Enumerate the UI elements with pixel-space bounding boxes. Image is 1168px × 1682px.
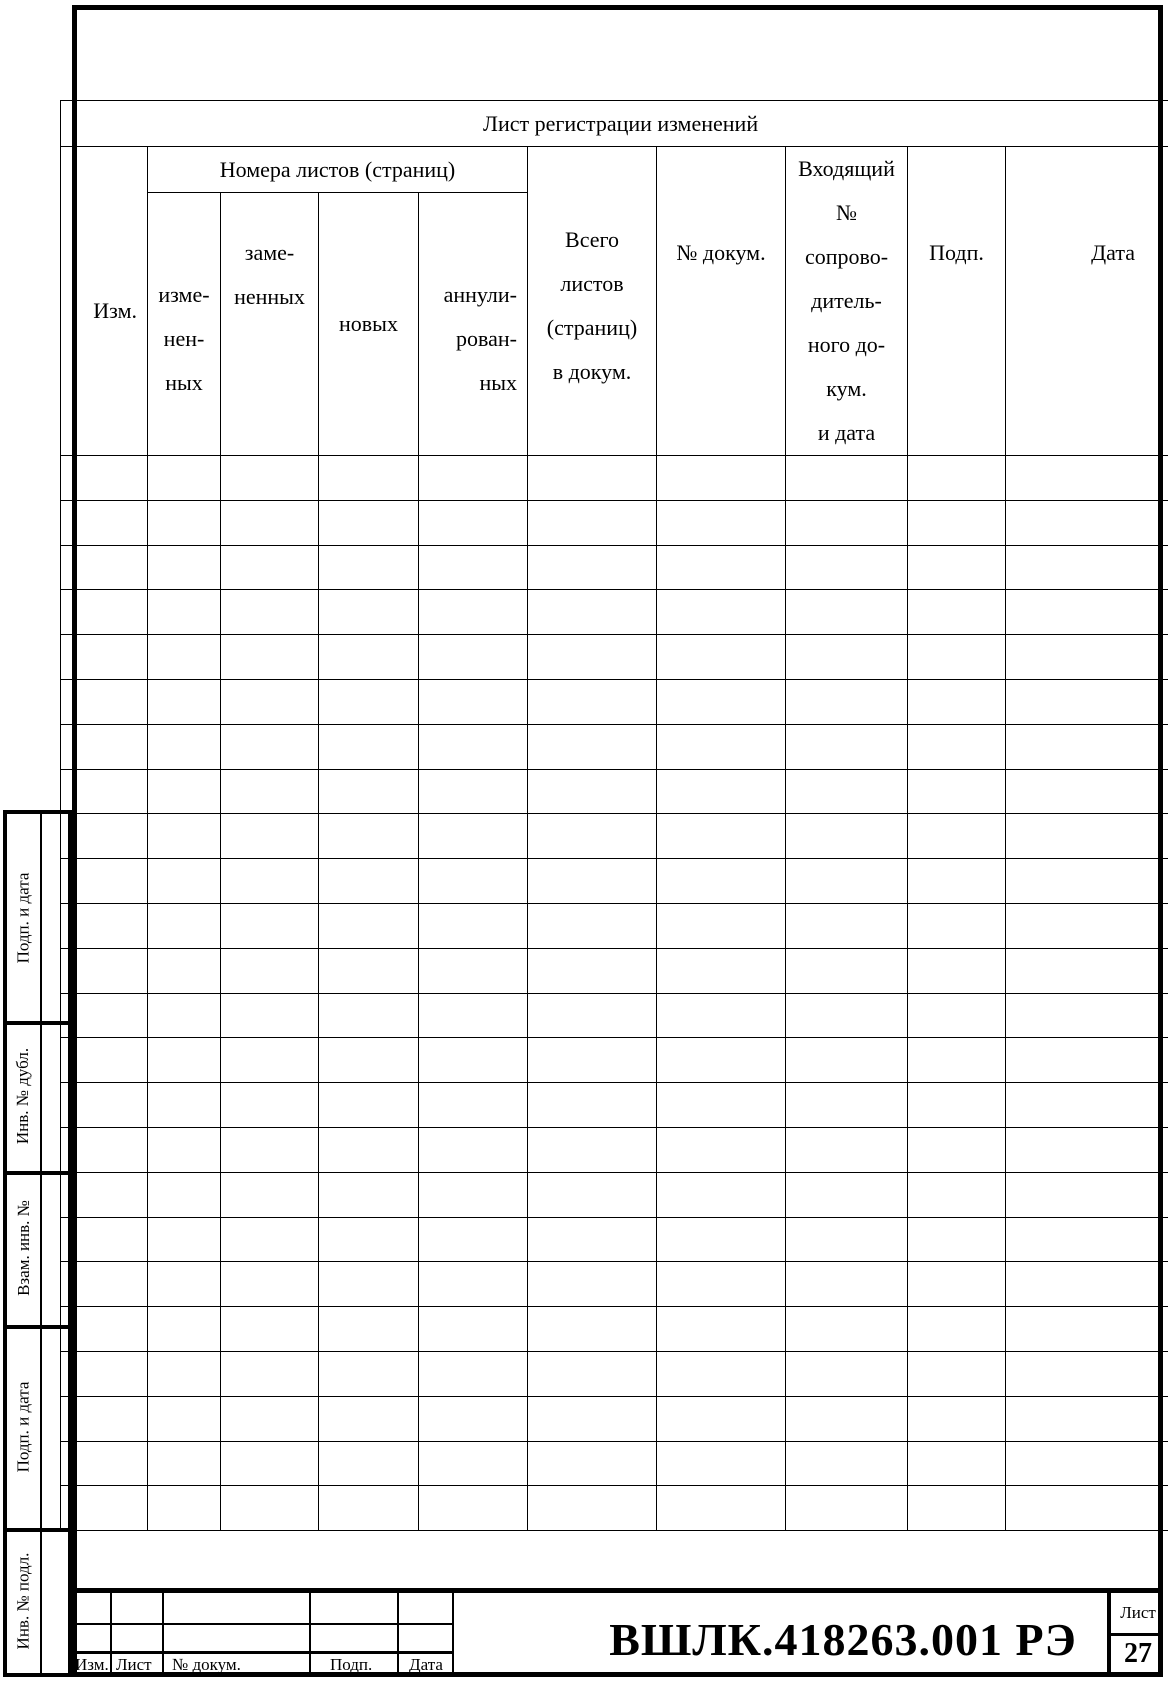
table-cell: [61, 948, 148, 993]
table-row: [61, 724, 1168, 769]
table-cell: [528, 1127, 657, 1172]
table-cell: [319, 1351, 419, 1396]
table-cell: [528, 456, 657, 501]
table-cell: [148, 769, 221, 814]
table-cell: [419, 456, 528, 501]
table-cell: [319, 1441, 419, 1486]
table-cell: [908, 1172, 1006, 1217]
table-cell: [786, 1396, 908, 1441]
table-cell: [221, 500, 319, 545]
sheet-label: Лист: [1120, 1603, 1156, 1622]
table-cell: [528, 1441, 657, 1486]
table-cell: [786, 1127, 908, 1172]
table-cell: [148, 679, 221, 724]
table-cell: [419, 1486, 528, 1531]
table-cell: [221, 590, 319, 635]
table-cell: [657, 679, 786, 724]
table-cell: [148, 1127, 221, 1172]
table-cell: [61, 769, 148, 814]
table-cell: [528, 948, 657, 993]
table-cell: [528, 590, 657, 635]
side-label-original-inv: Инв. № подл.: [13, 1552, 33, 1649]
table-cell: [221, 993, 319, 1038]
table-cell: [657, 1351, 786, 1396]
col-izm: Изм.: [61, 147, 148, 456]
table-cell: [1006, 545, 1168, 590]
table-cell: [908, 1217, 1006, 1262]
col-doc-no: № докум.: [657, 147, 786, 456]
table-cell: [419, 948, 528, 993]
table-cell: [419, 679, 528, 724]
table-cell: [221, 903, 319, 948]
table-cell: [221, 1172, 319, 1217]
table-cell: [319, 1262, 419, 1307]
table-cell: [319, 545, 419, 590]
table-cell: [786, 545, 908, 590]
table-cell: [61, 1172, 148, 1217]
table-cell: [908, 859, 1006, 904]
table-cell: [221, 948, 319, 993]
table-cell: [419, 1307, 528, 1352]
table-cell: [786, 814, 908, 859]
table-cell: [148, 1083, 221, 1128]
table-cell: [528, 859, 657, 904]
side-label-inv-dup: Инв. № дубл.: [13, 1047, 33, 1145]
table-cell: [319, 814, 419, 859]
table-cell: [419, 769, 528, 814]
table-cell: [61, 500, 148, 545]
table-cell: [1006, 1083, 1168, 1128]
table-cell: [1006, 1441, 1168, 1486]
table-cell: [61, 1083, 148, 1128]
table-cell: [908, 456, 1006, 501]
table-row: [61, 1441, 1168, 1486]
table-cell: [657, 1441, 786, 1486]
table-cell: [908, 1127, 1006, 1172]
table-cell: [319, 500, 419, 545]
table-cell: [657, 590, 786, 635]
table-cell: [1006, 500, 1168, 545]
table-cell: [1006, 1172, 1168, 1217]
table-cell: [908, 1396, 1006, 1441]
table-cell: [1006, 590, 1168, 635]
table-cell: [148, 724, 221, 769]
table-row: [61, 903, 1168, 948]
table-cell: [221, 1396, 319, 1441]
table-cell: [148, 1217, 221, 1262]
document-designation: ВШЛК.418263.001 РЭ: [609, 1614, 1077, 1665]
table-cell: [221, 1441, 319, 1486]
table-cell: [1006, 948, 1168, 993]
table-row: [61, 1083, 1168, 1128]
table-cell: [148, 903, 221, 948]
table-cell: [908, 679, 1006, 724]
table-cell: [908, 545, 1006, 590]
table-cell: [657, 1217, 786, 1262]
table-cell: [319, 679, 419, 724]
table-cell: [786, 500, 908, 545]
table-row: [61, 1262, 1168, 1307]
table-row: [61, 1038, 1168, 1083]
table-cell: [786, 1441, 908, 1486]
table-cell: [221, 1262, 319, 1307]
sheet-number: 27: [1124, 1638, 1152, 1669]
table-cell: [786, 948, 908, 993]
table-cell: [148, 1307, 221, 1352]
table-cell: [419, 1217, 528, 1262]
table-row: [61, 993, 1168, 1038]
table-cell: [1006, 724, 1168, 769]
table-row: [61, 679, 1168, 724]
tb-col-sheet: Лист: [116, 1655, 152, 1674]
table-cell: [319, 769, 419, 814]
table-cell: [1006, 1396, 1168, 1441]
col-date: Дата: [1006, 147, 1168, 456]
col-incoming: Входящий № сопрово- дитель- ного до- кум. и дата: [786, 147, 908, 456]
table-row: [61, 1307, 1168, 1352]
table-cell: [148, 545, 221, 590]
table-cell: [786, 1262, 908, 1307]
table-cell: [1006, 1486, 1168, 1531]
side-strip: [3, 810, 72, 1677]
table-cell: [61, 1127, 148, 1172]
table-cell: [61, 1307, 148, 1352]
table-cell: [908, 1441, 1006, 1486]
col-replaced: заме- ненных: [221, 193, 319, 456]
table-cell: [657, 859, 786, 904]
table-cell: [319, 948, 419, 993]
table-cell: [786, 769, 908, 814]
table-row: [61, 635, 1168, 680]
table-cell: [419, 1396, 528, 1441]
table-cell: [419, 859, 528, 904]
table-cell: [419, 1441, 528, 1486]
table-cell: [908, 1038, 1006, 1083]
table-cell: [908, 1486, 1006, 1531]
table-cell: [319, 1217, 419, 1262]
table-cell: [148, 1486, 221, 1531]
table-cell: [61, 1262, 148, 1307]
group-header: Номера листов (страниц): [148, 147, 528, 193]
table-cell: [786, 724, 908, 769]
table-cell: [1006, 769, 1168, 814]
table-cell: [61, 456, 148, 501]
table-cell: [61, 590, 148, 635]
table-cell: [221, 1307, 319, 1352]
table-cell: [908, 1307, 1006, 1352]
table-cell: [908, 500, 1006, 545]
table-cell: [786, 859, 908, 904]
table-cell: [61, 635, 148, 680]
table-cell: [786, 635, 908, 680]
table-cell: [61, 545, 148, 590]
table-cell: [61, 1217, 148, 1262]
table-cell: [61, 724, 148, 769]
table-cell: [908, 993, 1006, 1038]
table-cell: [1006, 635, 1168, 680]
side-label-replacement-inv: Взам. инв. №: [13, 1200, 33, 1296]
table-row: [61, 590, 1168, 635]
table-cell: [148, 500, 221, 545]
table-footer-gap: [61, 1531, 1168, 1587]
table-cell: [148, 1441, 221, 1486]
table-cell: [148, 1396, 221, 1441]
table-cell: [319, 859, 419, 904]
table-cell: [786, 1217, 908, 1262]
table-cell: [419, 1127, 528, 1172]
table-cell: [419, 590, 528, 635]
table-cell: [61, 903, 148, 948]
table-cell: [148, 948, 221, 993]
table-cell: [148, 1038, 221, 1083]
table-cell: [908, 903, 1006, 948]
table-cell: [221, 1083, 319, 1128]
table-cell: [528, 1307, 657, 1352]
table-cell: [419, 500, 528, 545]
table-cell: [419, 1351, 528, 1396]
col-sign: Подп.: [908, 147, 1006, 456]
table-cell: [657, 1127, 786, 1172]
table-row: [61, 456, 1168, 501]
table-cell: [657, 769, 786, 814]
table-cell: [657, 1262, 786, 1307]
table-cell: [221, 679, 319, 724]
table-cell: [786, 1486, 908, 1531]
table-row: [61, 948, 1168, 993]
table-cell: [528, 1262, 657, 1307]
tb-col-doc-no: № докум.: [172, 1655, 241, 1674]
tb-col-izm: Изм.: [75, 1655, 109, 1674]
table-cell: [786, 679, 908, 724]
table-cell: [908, 1083, 1006, 1128]
table-cell: [148, 859, 221, 904]
table-cell: [221, 1351, 319, 1396]
table-cell: [908, 814, 1006, 859]
table-cell: [419, 635, 528, 680]
table-cell: [1006, 1262, 1168, 1307]
table-cell: [528, 1217, 657, 1262]
table-cell: [1006, 1217, 1168, 1262]
table-cell: [1006, 1351, 1168, 1396]
table-cell: [319, 724, 419, 769]
table-cell: [657, 545, 786, 590]
table-cell: [148, 590, 221, 635]
table-cell: [657, 903, 786, 948]
table-cell: [908, 948, 1006, 993]
table-row: [61, 545, 1168, 590]
side-label-sign-date-1: Подп. и дата: [13, 872, 33, 963]
table-cell: [419, 1172, 528, 1217]
table-cell: [1006, 814, 1168, 859]
col-annulled: аннули- рован- ных: [419, 193, 528, 456]
table-cell: [319, 1038, 419, 1083]
table-cell: [786, 903, 908, 948]
table-cell: [528, 769, 657, 814]
table-cell: [148, 456, 221, 501]
table-title: Лист регистрации изменений: [61, 101, 1168, 147]
table-cell: [908, 1351, 1006, 1396]
table-cell: [528, 903, 657, 948]
table-cell: [1006, 1038, 1168, 1083]
col-changed: изме- нен- ных: [148, 193, 221, 456]
table-cell: [319, 1396, 419, 1441]
table-cell: [528, 993, 657, 1038]
table-cell: [148, 1351, 221, 1396]
table-cell: [319, 1486, 419, 1531]
table-cell: [1006, 456, 1168, 501]
table-cell: [528, 1486, 657, 1531]
table-row: [61, 1351, 1168, 1396]
table-cell: [908, 590, 1006, 635]
col-total: Всего листов (страниц) в докум.: [528, 147, 657, 456]
table-cell: [319, 993, 419, 1038]
table-cell: [148, 993, 221, 1038]
table-cell: [528, 814, 657, 859]
table-cell: [221, 635, 319, 680]
table-cell: [221, 859, 319, 904]
table-cell: [528, 1038, 657, 1083]
table-cell: [657, 1486, 786, 1531]
table-cell: [528, 679, 657, 724]
table-cell: [221, 1038, 319, 1083]
tb-col-sign: Подп.: [330, 1655, 373, 1674]
table-cell: [786, 1083, 908, 1128]
table-cell: [61, 679, 148, 724]
table-cell: [528, 1396, 657, 1441]
table-cell: [419, 814, 528, 859]
table-cell: [786, 1351, 908, 1396]
table-cell: [221, 456, 319, 501]
table-cell: [786, 993, 908, 1038]
side-label-sign-date-2: Подп. и дата: [13, 1381, 33, 1472]
table-row: [61, 1396, 1168, 1441]
table-cell: [61, 1351, 148, 1396]
table-cell: [786, 1038, 908, 1083]
table-cell: [419, 724, 528, 769]
table-cell: [148, 1172, 221, 1217]
table-cell: [319, 456, 419, 501]
table-cell: [1006, 1127, 1168, 1172]
table-row: [61, 1172, 1168, 1217]
table-cell: [1006, 679, 1168, 724]
table-cell: [908, 769, 1006, 814]
table-cell: [657, 993, 786, 1038]
table-cell: [419, 1083, 528, 1128]
table-cell: [319, 1127, 419, 1172]
table-cell: [528, 724, 657, 769]
table-cell: [657, 948, 786, 993]
table-cell: [1006, 1307, 1168, 1352]
table-cell: [528, 500, 657, 545]
table-cell: [528, 545, 657, 590]
table-cell: [221, 724, 319, 769]
table-cell: [786, 456, 908, 501]
table-cell: [61, 814, 148, 859]
table-cell: [319, 1172, 419, 1217]
table-cell: [657, 1038, 786, 1083]
table-cell: [319, 635, 419, 680]
table-cell: [221, 1486, 319, 1531]
table-cell: [61, 1396, 148, 1441]
table-row: [61, 1486, 1168, 1531]
table-cell: [1006, 903, 1168, 948]
col-new: новых: [319, 193, 419, 456]
table-row: [61, 814, 1168, 859]
table-cell: [221, 1217, 319, 1262]
table-cell: [419, 545, 528, 590]
table-cell: [221, 769, 319, 814]
table-cell: [657, 724, 786, 769]
table-cell: [1006, 993, 1168, 1038]
table-cell: [908, 635, 1006, 680]
table-cell: [786, 1307, 908, 1352]
table-cell: [319, 1307, 419, 1352]
table-row: [61, 500, 1168, 545]
table-cell: [528, 1351, 657, 1396]
table-cell: [786, 590, 908, 635]
table-cell: [657, 500, 786, 545]
table-cell: [908, 1262, 1006, 1307]
table-cell: [221, 814, 319, 859]
table-cell: [61, 1038, 148, 1083]
table-cell: [148, 1262, 221, 1307]
table-row: [61, 859, 1168, 904]
table-cell: [528, 1172, 657, 1217]
table-cell: [61, 1486, 148, 1531]
table-row: [61, 1127, 1168, 1172]
table-cell: [61, 1441, 148, 1486]
table-cell: [319, 590, 419, 635]
table-cell: [221, 545, 319, 590]
table-cell: [657, 1083, 786, 1128]
table-cell: [657, 1172, 786, 1217]
table-cell: [319, 1083, 419, 1128]
table-cell: [528, 635, 657, 680]
table-row: [61, 1217, 1168, 1262]
table-cell: [908, 724, 1006, 769]
table-cell: [657, 635, 786, 680]
table-cell: [657, 1396, 786, 1441]
table-cell: [657, 1307, 786, 1352]
table-cell: [657, 456, 786, 501]
tb-col-date: Дата: [409, 1655, 443, 1674]
change-registration-table: [60, 100, 1168, 1586]
table-cell: [221, 1127, 319, 1172]
table-cell: [148, 814, 221, 859]
table-cell: [419, 1038, 528, 1083]
table-cell: [419, 993, 528, 1038]
table-cell: [1006, 859, 1168, 904]
table-cell: [148, 635, 221, 680]
table-cell: [786, 1172, 908, 1217]
table-row: [61, 769, 1168, 814]
table-cell: [657, 814, 786, 859]
table-cell: [419, 1262, 528, 1307]
table-cell: [419, 903, 528, 948]
title-block: [72, 1588, 1163, 1677]
table-cell: [528, 1083, 657, 1128]
table-cell: [61, 993, 148, 1038]
table-cell: [61, 859, 148, 904]
table-cell: [319, 903, 419, 948]
